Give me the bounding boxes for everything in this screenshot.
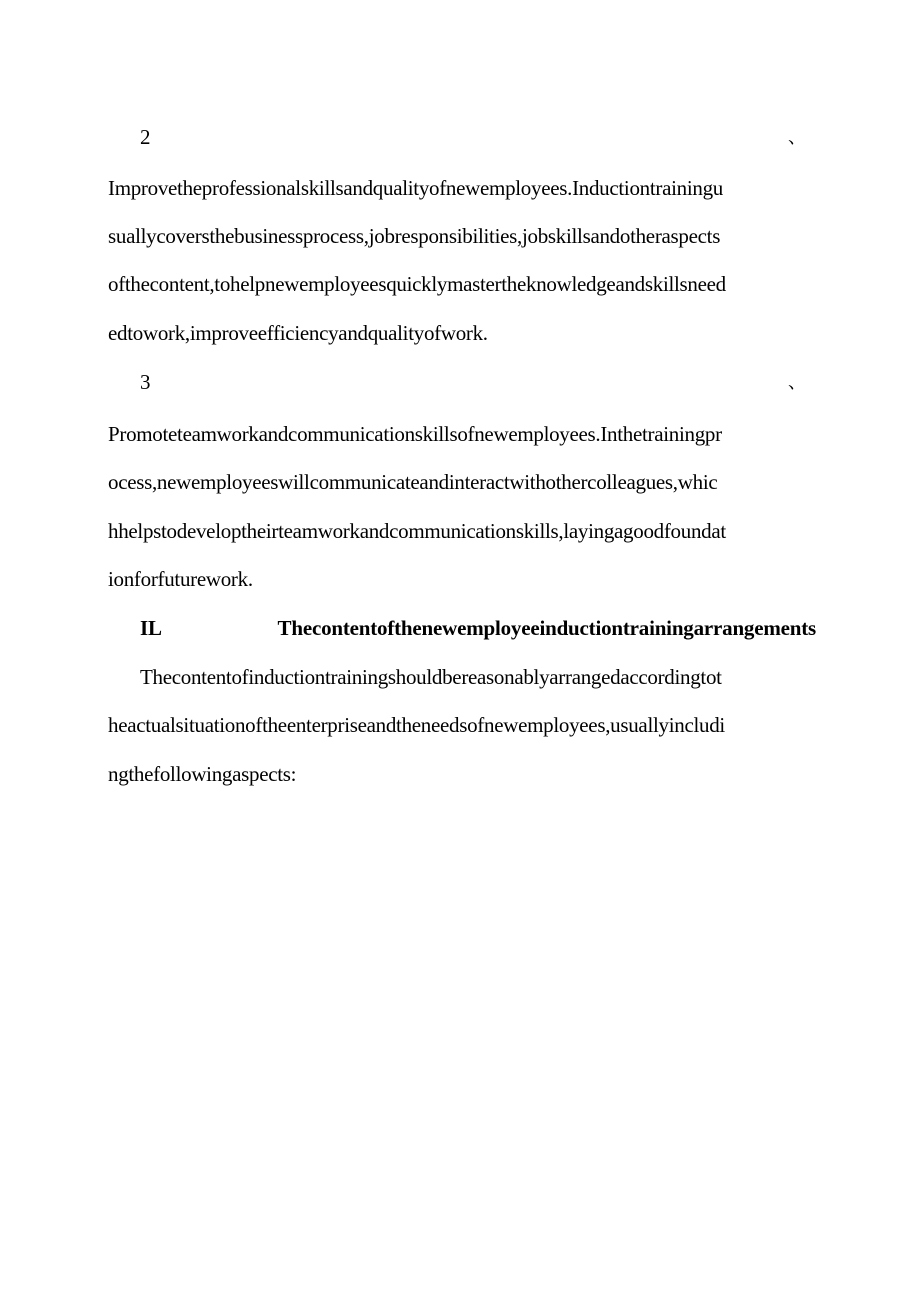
item-2-line-2: suallycoversthebusinessprocess,jobresponsibilities,jobskillsandotheraspects [108, 224, 721, 248]
item-3-mark: 、 [788, 372, 806, 392]
item-2-number-row [140, 122, 816, 152]
item-3-line-1: Promoteteamworkandcommunicationskillsofnewemployees.Inthetrainingpr [108, 422, 722, 446]
section-heading: IL Thecontentofthenewemployeeinductiontrainingarrangements [140, 616, 816, 640]
section-line-3: ngthefollowingaspects: [108, 762, 297, 786]
item-3-number-row [140, 367, 816, 397]
item-3-line-2: ocess,newemployeeswillcommunicateandinteractwithothercolleagues,whic [108, 470, 718, 494]
item-2-number: 2 [140, 125, 151, 149]
item-2-line-4: edtowork,improveefficiencyandqualityofwork. [108, 321, 488, 345]
item-3-number: 3 [140, 370, 151, 394]
item-2-line-3: ofthecontent,tohelpnewemployeesquicklymastertheknowledgeandskillsneed [108, 272, 726, 296]
item-2-line-1: Improvetheprofessionalskillsandqualityofnewemployees.Inductiontrainingu [108, 176, 723, 200]
item-2-mark: 、 [788, 127, 806, 147]
section-line-2: heactualsituationoftheenterpriseandtheneedsofnewemployees,usuallyincludi [108, 713, 725, 737]
item-3-line-3: hhelpstodeveloptheirteamworkandcommunicationskills,layingagoodfoundat [108, 519, 726, 543]
item-3-line-4: ionforfuturework. [108, 567, 253, 591]
section-line-1: Thecontentofinductiontrainingshouldbereasonablyarrangedaccordingtot [140, 665, 722, 689]
